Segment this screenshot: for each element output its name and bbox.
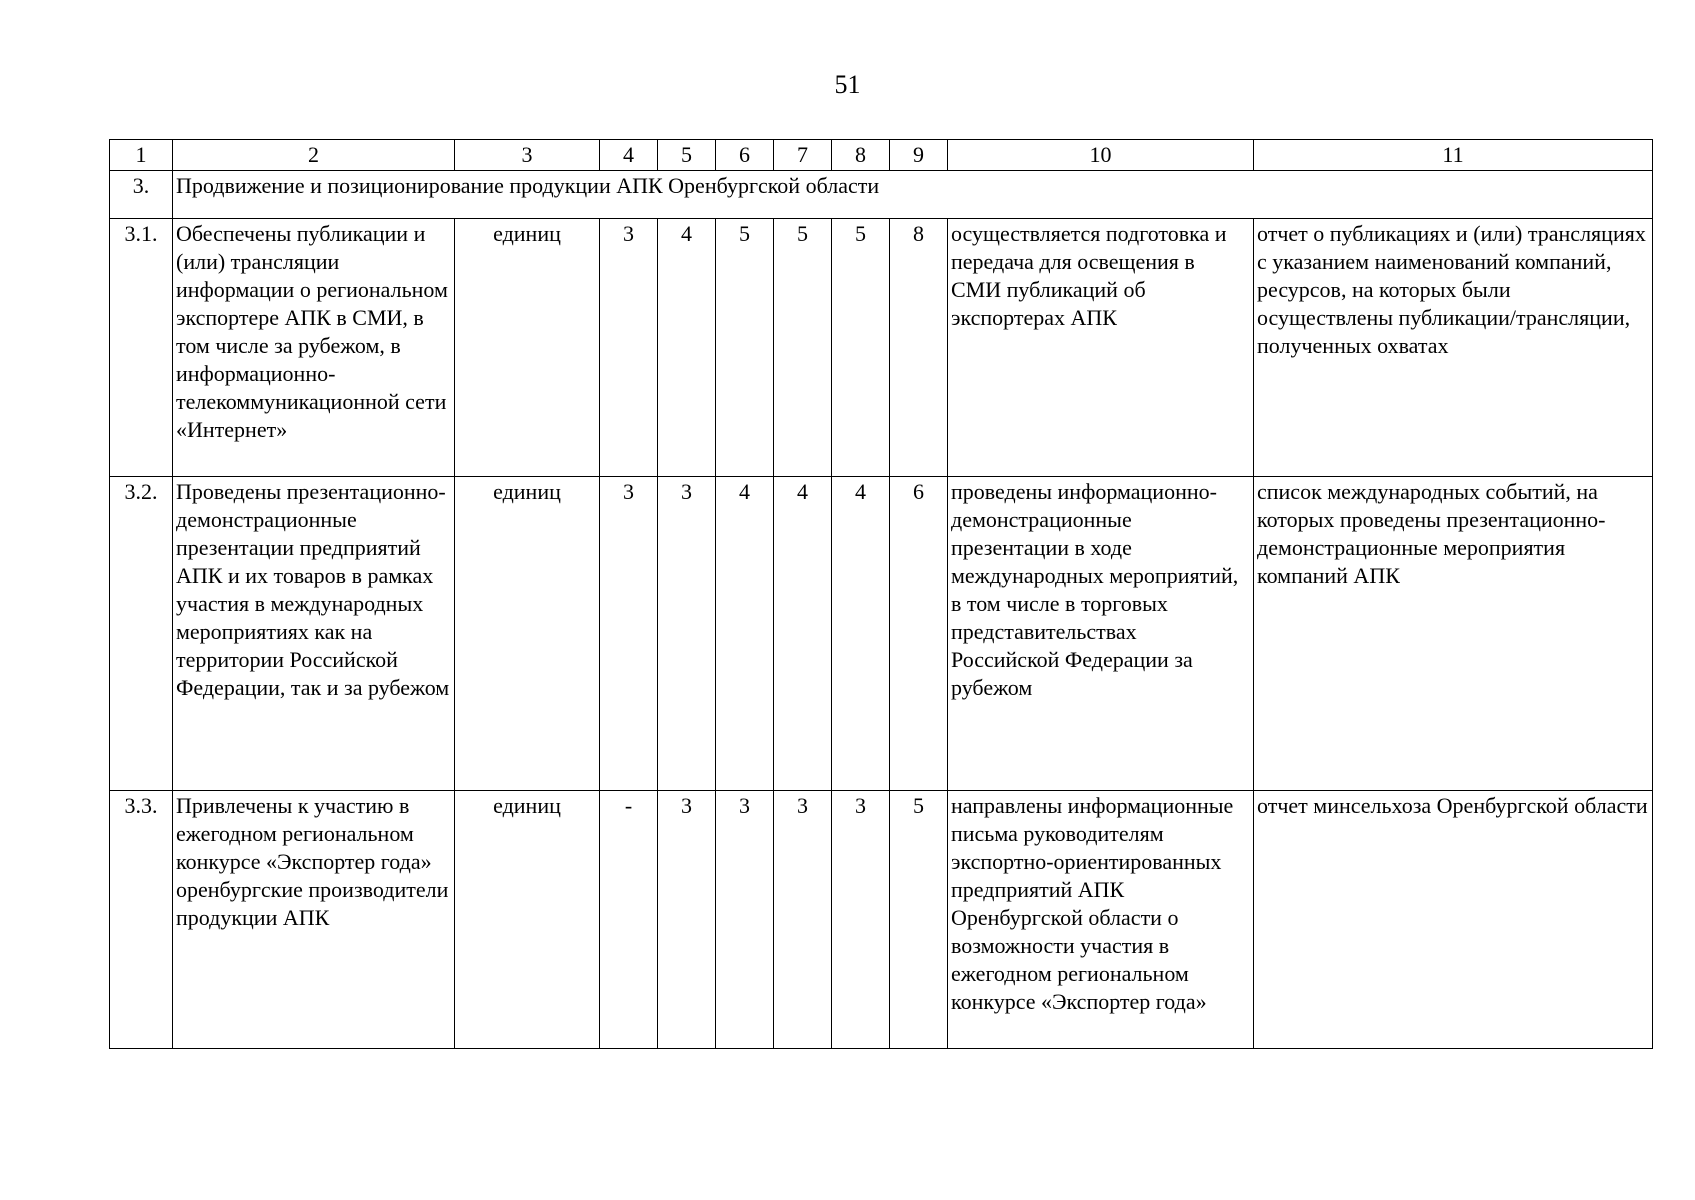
column-number: 11 (1254, 140, 1653, 171)
row-report: отчет о публикациях и (или) трансляциях с указанием наименований компаний, ресурсов, на которых были осуществлены публикации/трансляции, полученных охватах (1254, 219, 1653, 477)
column-number: 8 (832, 140, 890, 171)
column-number-row (110, 140, 1653, 171)
row-description: Привлечены к участию в ежегодном региональном конкурсе «Экспортер года» оренбургские производители продукции АПК (173, 791, 455, 1049)
section-number: 3. (110, 171, 173, 219)
row-value: 5 (716, 219, 774, 477)
row-value: 4 (832, 477, 890, 791)
row-value: 3 (774, 791, 832, 1049)
row-unit: единиц (455, 477, 600, 791)
page-number: 51 (834, 70, 861, 99)
table-row (110, 219, 1653, 477)
row-value: 5 (774, 219, 832, 477)
column-number: 7 (774, 140, 832, 171)
row-value: 4 (716, 477, 774, 791)
row-number: 3.1. (110, 219, 173, 477)
row-value: 8 (890, 219, 948, 477)
table-row (110, 477, 1653, 791)
column-number: 3 (455, 140, 600, 171)
row-value: - (600, 791, 658, 1049)
column-number: 4 (600, 140, 658, 171)
row-unit: единиц (455, 791, 600, 1049)
row-value: 5 (890, 791, 948, 1049)
row-value: 6 (890, 477, 948, 791)
row-description: Проведены презентационно-демонстрационные презентации предприятий АПК и их товаров в рамках участия в международных мероприятиях как на территории Российской Федерации, так и за рубежом (173, 477, 455, 791)
column-number: 2 (173, 140, 455, 171)
row-value: 3 (658, 791, 716, 1049)
row-number: 3.2. (110, 477, 173, 791)
row-value: 3 (832, 791, 890, 1049)
row-value: 3 (600, 477, 658, 791)
row-value: 3 (600, 219, 658, 477)
column-number: 10 (948, 140, 1254, 171)
row-value: 4 (658, 219, 716, 477)
column-number: 1 (110, 140, 173, 171)
column-number: 5 (658, 140, 716, 171)
section-row (110, 171, 1653, 219)
row-activity: осуществляется подготовка и передача для освещения в СМИ публикаций об экспортерах АПК (948, 219, 1254, 477)
row-value: 5 (832, 219, 890, 477)
row-unit: единиц (455, 219, 600, 477)
row-report: отчет минсельхоза Оренбургской области (1254, 791, 1653, 1049)
section-title: Продвижение и позиционирование продукции АПК Оренбургской области (173, 171, 1653, 219)
row-activity: проведены информационно-демонстрационные презентации в ходе международных мероприятий, в том числе в торговых представительствах Российской Федерации за рубежом (948, 477, 1254, 791)
row-activity: направлены информационные письма руководителям экспортно-ориентированных предприятий АПК Оренбургской области о возможности участия в ежегодном региональном конкурсе «Экспортер года» (948, 791, 1254, 1049)
program-table (109, 139, 1653, 1049)
column-number: 9 (890, 140, 948, 171)
row-description: Обеспечены публикации и (или) трансляции информации о региональном экспортере АПК в СМИ, в том числе за рубежом, в информационно-телекоммуникационной сети «Интернет» (173, 219, 455, 477)
row-number: 3.3. (110, 791, 173, 1049)
row-value: 3 (716, 791, 774, 1049)
column-number: 6 (716, 140, 774, 171)
row-report: список международных событий, на которых проведены презентационно-демонстрационные мероприятия компаний АПК (1254, 477, 1653, 791)
table-row (110, 791, 1653, 1049)
row-value: 4 (774, 477, 832, 791)
row-value: 3 (658, 477, 716, 791)
